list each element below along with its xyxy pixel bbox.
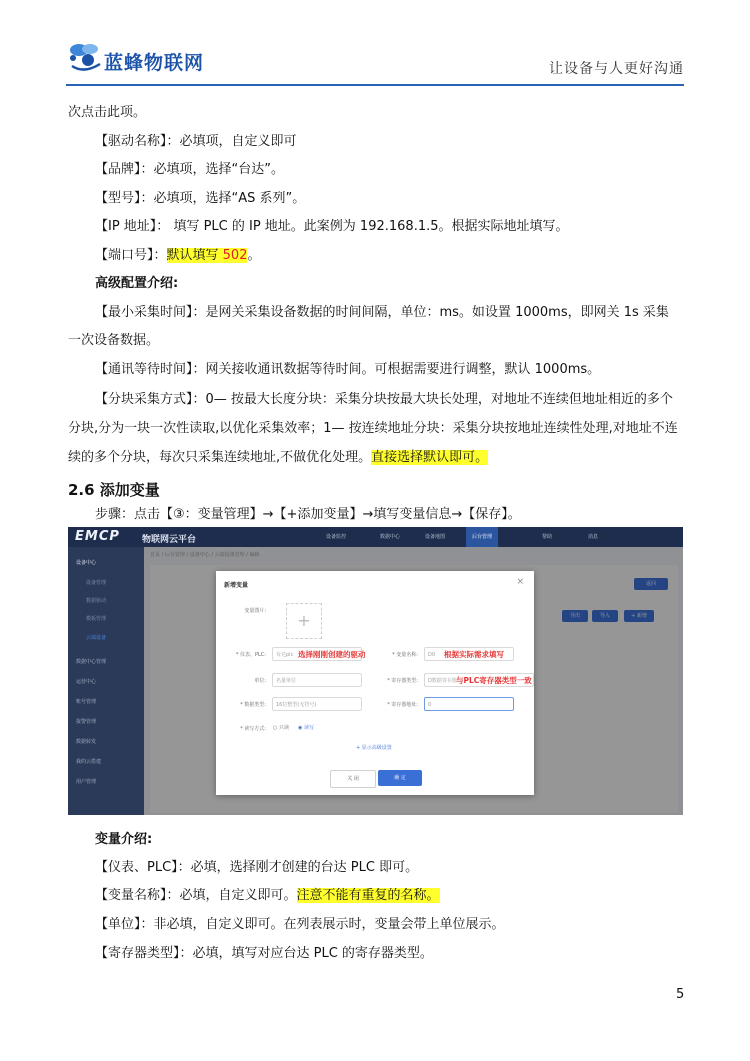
platform-title: 物联网云平台: [142, 535, 197, 545]
dtype-label: * 数据类型:: [240, 702, 266, 708]
brand-text: 【品牌】：必填项，选择“台达”。: [95, 162, 284, 177]
varname-input[interactable]: D0: [424, 647, 514, 661]
dialog-title: 新增变量: [224, 582, 249, 589]
header-divider: [66, 84, 684, 86]
emcp-logo: EMCP: [75, 529, 120, 544]
varname-label: * 变量名称:: [392, 652, 418, 658]
confirm-button[interactable]: 确 定: [378, 770, 422, 786]
regtype-select[interactable]: D数据寄存器: [424, 673, 534, 687]
min-time-text: 【最小采集时间】：是网关采集设备数据的时间间隔，单位：ms。如设置 1000ms，即网关 1s 采集: [95, 305, 669, 320]
sidebar-item-accounts[interactable]: 账号管理: [76, 699, 97, 705]
rw-readonly-radio[interactable]: ○ 只读: [273, 725, 289, 731]
plc-select[interactable]: 台达plc: [272, 647, 362, 661]
cancel-button[interactable]: 关 闭: [330, 770, 376, 788]
plc-label: * 仪表、PLC:: [235, 652, 266, 658]
sidebar-item-cloud-device[interactable]: 云端设备: [86, 635, 107, 641]
import-button[interactable]: 导入: [592, 610, 618, 622]
regaddr-label: * 寄存器地址:: [387, 702, 418, 708]
brand-name: 蓝蜂物联网: [104, 52, 205, 74]
steps-text: 步骤：点击【③：变量管理】→【+添加变量】→填写变量信息→【保存】。: [95, 507, 521, 522]
top-navbar: [68, 527, 683, 547]
nav-device-monitor[interactable]: 设备监控: [326, 534, 347, 540]
plc-annotation: 选择刚刚创建的驱动: [298, 650, 366, 659]
bee-icon: [66, 40, 106, 74]
block-mode-text-cont: 分块,分为一块一次性读取,以优化采集效率；1— 按连续地址分块：采集分块按地址连续性处理,对地址不连: [68, 421, 678, 436]
var-image-label: 变量图片:: [244, 608, 266, 614]
dtype-select[interactable]: 16位整型(无符号): [272, 697, 362, 711]
sidebar-item-device-center[interactable]: 设备中心: [76, 560, 97, 566]
add-variable-dialog: [216, 571, 534, 795]
nav-admin[interactable]: 后台管理: [466, 527, 498, 547]
meter-plc-text: 【仪表、PLC】：必填，选择刚才创建的台达 PLC 即可。: [95, 860, 419, 875]
model-text: 【型号】：必填项，选择“AS 系列”。: [95, 191, 306, 206]
page-number: 5: [676, 987, 685, 1002]
sidebar-item-device-manage[interactable]: 设备管理: [86, 580, 107, 586]
nav-help[interactable]: 帮助: [542, 534, 553, 540]
section-title: 2.6 添加变量: [68, 481, 160, 499]
unit-text: 【单位】：非必填，自定义即可。在列表展示时，变量会带上单位展示。: [95, 917, 505, 932]
sidebar-item-drivers[interactable]: 数据驱动: [86, 598, 107, 604]
nav-data-center[interactable]: 数据中心: [380, 534, 401, 540]
close-icon[interactable]: ×: [516, 577, 524, 587]
port-text: 【端口号】：默认填写 502。: [95, 248, 261, 263]
bee-logo: [66, 40, 246, 80]
rw-label: * 读写方式:: [240, 726, 266, 732]
image-upload[interactable]: +: [286, 603, 322, 639]
sidebar-item-alarms[interactable]: 报警管理: [76, 719, 97, 725]
var-name-text: 【变量名称】：必填，自定义即可。注意不能有重复的名称。: [95, 888, 440, 903]
register-type-text: 【寄存器类型】：必填，填写对应台达 PLC 的寄存器类型。: [95, 946, 433, 961]
var-intro-title: 变量介绍:: [95, 832, 153, 847]
block-mode-text: 【分块采集方式】：0— 按最大长度分块：采集分块按最大块长处理，对地址不连续但地址相近的多个: [95, 392, 673, 407]
drive-name-text: 【驱动名称】：必填项，自定义即可: [95, 134, 297, 149]
varname-annotation: 根据实际需求填写: [444, 650, 504, 659]
sidebar-item-templates[interactable]: 模板管理: [86, 616, 107, 622]
page-header: [66, 40, 684, 84]
regtype-annotation: 与PLC寄存器类型一致: [456, 676, 532, 685]
min-time-text-cont: 一次设备数据。: [68, 333, 160, 348]
nav-device-map[interactable]: 设备地图: [425, 534, 446, 540]
sidebar-item-data-center-manage[interactable]: 数据中心管理: [76, 659, 107, 665]
regtype-label: * 寄存器类型:: [387, 678, 418, 684]
wait-time-text: 【通讯等待时间】：网关接收通讯数据等待时间。可根据需要进行调整，默认 1000ms。: [95, 362, 601, 377]
rw-readwrite-radio[interactable]: ◉ 读写: [298, 725, 314, 731]
breadcrumb: 首页 / 后台管理 / 设备中心 / 云端设备管理 / 编辑: [150, 552, 260, 558]
platform-screenshot: [68, 527, 683, 815]
slogan: 让设备与人更好沟通: [549, 61, 684, 77]
add-button[interactable]: + 新增: [624, 610, 654, 622]
show-advanced-link[interactable]: + 显示高级设置: [356, 745, 392, 751]
back-button[interactable]: 返回: [634, 578, 668, 590]
text-line: 次点击此项。: [68, 105, 147, 120]
sidebar-item-my-cloud[interactable]: 我的云搭建: [76, 759, 102, 765]
sidebar-item-operations[interactable]: 运营中心: [76, 679, 97, 685]
block-mode-text-end: 续的多个分块，每次只采集连续地址,不做优化处理。直接选择默认即可。: [68, 450, 489, 465]
sidebar-item-forwarding[interactable]: 数据转发: [76, 739, 97, 745]
unit-input[interactable]: 名量单位: [272, 673, 362, 687]
sidebar: [68, 547, 144, 815]
export-button[interactable]: 导出: [562, 610, 588, 622]
sidebar-item-users[interactable]: 用户管理: [76, 779, 97, 785]
nav-messages[interactable]: 消息: [588, 534, 599, 540]
adv-config-title: 高级配置介绍:: [95, 276, 179, 291]
unit-label: 单位:: [254, 678, 266, 684]
regaddr-input[interactable]: 0: [424, 697, 514, 711]
ip-text: 【IP 地址】： 填写 PLC 的 IP 地址。此案例为 192.168.1.5。根据实际地址填写。: [95, 219, 569, 234]
